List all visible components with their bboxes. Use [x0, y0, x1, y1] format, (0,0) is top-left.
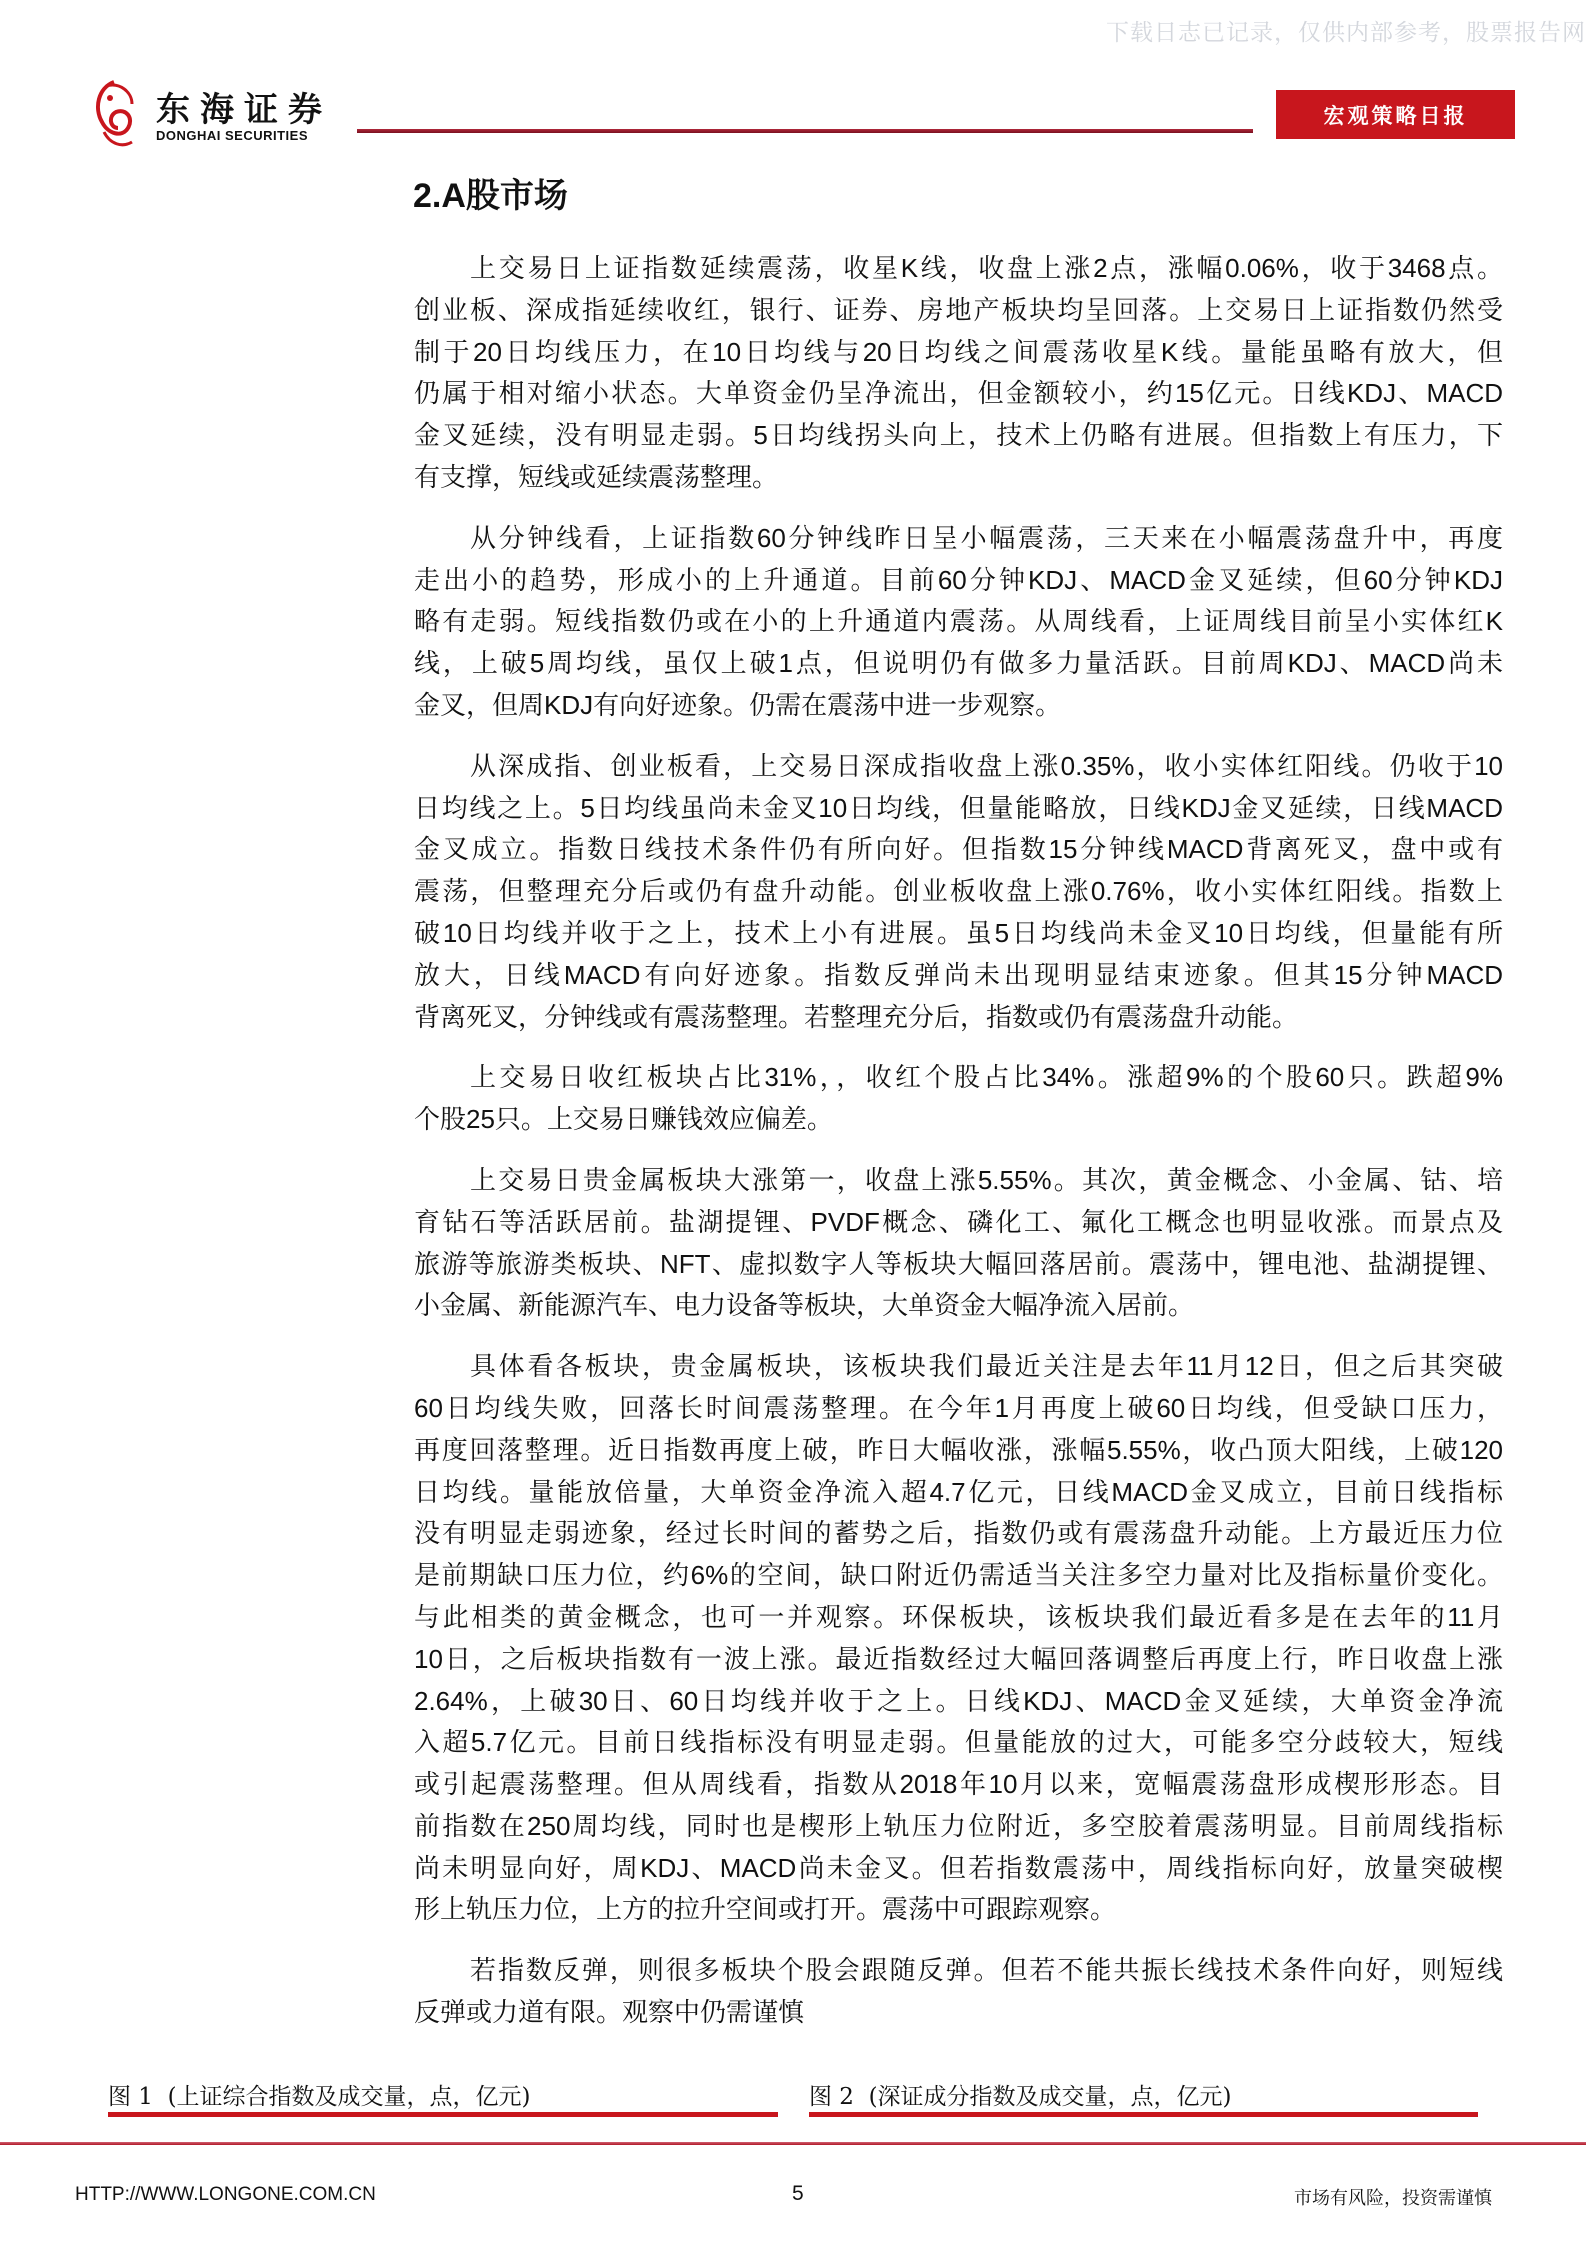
figure-label: 图 1: [108, 2084, 153, 2110]
article-body: [414, 248, 1503, 2053]
figure-2-underline: [809, 2112, 1478, 2117]
dragon-logo-icon: [92, 78, 140, 150]
paragraph-line: 或引起震荡整理。但从周线看，指数从2018年10月以来，宽幅震荡盘形成楔形形态。目: [414, 1769, 1503, 1800]
figure-label: 图 2: [809, 2084, 854, 2110]
paragraph-line: 破10日均线并收于之上，技术上小有进展。虽5日均线尚未金叉10日均线，但量能有所: [414, 917, 1503, 948]
paragraph: [414, 1950, 1503, 2034]
paragraph-line: 具体看各板块，贵金属板块，该板块我们最近关注是去年11月12日，但之后其突破: [470, 1351, 1503, 1382]
paragraph-line: 日均线之上。5日均线虽尚未金叉10日均线，但量能略放，日线KDJ金叉延续，日线MACD: [414, 792, 1503, 823]
paragraph-line: 背离死叉，分钟线或有震荡整理。若整理充分后，指数或仍有震荡盘升动能。: [414, 1001, 1299, 1032]
paragraph: [414, 1346, 1503, 1931]
paragraph-line: 上交易日上证指数延续震荡，收星K线，收盘上涨2点，涨幅0.06%，收于3468点。: [470, 253, 1503, 283]
paragraph-line: 金叉延续，没有明显走弱。5日均线拐头向上，技术上仍略有进展。但指数上有压力，下: [414, 420, 1503, 451]
company-logo: [92, 78, 352, 150]
report-type-badge: 宏观策略日报: [1276, 90, 1515, 139]
paragraph-line: 线，上破5周均线，虽仅上破1点，但说明仍有做多力量活跃。目前周KDJ、MACD尚未: [414, 648, 1503, 679]
paragraph: [414, 1160, 1503, 1327]
paragraph-line: 略有走弱。短线指数仍或在小的上升通道内震荡。从周线看，上证周线目前呈小实体红K: [414, 606, 1503, 637]
paragraph-line: 上交易日贵金属板块大涨第一，收盘上涨5.55%。其次，黄金概念、小金属、钴、培: [470, 1164, 1503, 1195]
footer-website-link[interactable]: HTTP://WWW.LONGONE.COM.CN: [75, 2184, 376, 2205]
header-divider: [357, 129, 1253, 133]
figure-title: (上证综合指数及成交量，点，亿元): [167, 2084, 531, 2110]
paragraph-line: 反弹或力道有限。观察中仍需谨慎: [414, 1997, 805, 2028]
paragraph-line: 从深成指、创业板看，上交易日深成指收盘上涨0.35%，收小实体红阳线。仍收于10: [470, 750, 1503, 781]
paragraph-line: 与此相类的黄金概念，也可一并观察。环保板块，该板块我们最近看多是在去年的11月: [414, 1601, 1503, 1632]
paragraph-line: 个股25只。上交易日赚钱效应偏差。: [414, 1104, 833, 1135]
paragraph-line: 金叉成立。指数日线技术条件仍有所向好。但指数15分钟线MACD背离死叉，盘中或有: [414, 834, 1503, 865]
paragraph-line: 育钻石等活跃居前。盐湖提锂、PVDF概念、磷化工、氟化工概念也明显收涨。而景点及: [414, 1206, 1503, 1237]
paragraph: [414, 248, 1503, 499]
paragraph-line: 入超5.7亿元。目前日线指标没有明显走弱。但量能放的过大，可能多空分歧较大，短线: [414, 1727, 1503, 1758]
paragraph-line: 震荡，但整理充分后或仍有盘升动能。创业板收盘上涨0.76%，收小实体红阳线。指数上: [414, 876, 1503, 907]
paragraph-line: 是前期缺口压力位，约6%的空间，缺口附近仍需适当关注多空力量对比及指标量价变化。: [414, 1560, 1503, 1591]
paragraph-line: 尚未明显向好，周KDJ、MACD尚未金叉。但若指数震荡中，周线指标向好，放量突破楔: [414, 1852, 1504, 1883]
paragraph-line: 日均线。量能放倍量，大单资金净流入超4.7亿元，日线MACD金叉成立，目前日线指标: [414, 1476, 1503, 1507]
paragraph-line: 从分钟线看，上证指数60分钟线昨日呈小幅震荡，三天来在小幅震荡盘升中，再度: [470, 522, 1503, 553]
paragraph-line: 创业板、深成指延续收红，银行、证券、房地产板块均呈回落。上交易日上证指数仍然受: [414, 294, 1503, 325]
risk-disclaimer: 市场有风险，投资需谨慎: [1294, 2188, 1492, 2209]
paragraph-line: 若指数反弹，则很多板块个股会跟随反弹。但若不能共振长线技术条件向好，则短线: [470, 1955, 1503, 1986]
paragraph: [414, 1057, 1503, 1141]
paragraph-line: 10日，之后板块指数有一波上涨。最近指数经过大幅回落调整后再度上行，昨日收盘上涨: [414, 1643, 1503, 1674]
paragraph-line: 2.64%，上破30日、60日均线并收于之上。日线KDJ、MACD金叉延续，大单资金净流: [414, 1685, 1503, 1716]
paragraph-line: 仍属于相对缩小状态。大单资金仍呈净流出，但金额较小，约15亿元。日线KDJ、MACD: [414, 378, 1503, 409]
paragraph-line: 上交易日收红板块占比31%，，收红个股占比34%。涨超9%的个股60只。跌超9%: [470, 1062, 1503, 1093]
figure-1-caption: [108, 2078, 531, 2111]
figure-2-caption: [809, 2078, 1232, 2111]
paragraph-line: 旅游等旅游类板块、NFT、虚拟数字人等板块大幅回落居前。震荡中，锂电池、盐湖提锂、: [414, 1248, 1503, 1279]
paragraph-line: 前指数在250周均线，同时也是楔形上轨压力位附近，多空胶着震荡明显。目前周线指标: [414, 1810, 1503, 1841]
paragraph: [414, 746, 1503, 1039]
watermark: 下载日志已记录，仅供内部参考，股票报告网: [1106, 20, 1586, 46]
section-title: 2.A股市场: [413, 177, 568, 215]
paragraph-line: 小金属、新能源汽车、电力设备等板块，大单资金大幅净流入居前。: [414, 1290, 1195, 1321]
paragraph-line: 形上轨压力位，上方的拉升空间或打开。震荡中可跟踪观察。: [414, 1894, 1117, 1925]
paragraph-line: 再度回落整理。近日指数再度上破，昨日大幅收涨，涨幅5.55%，收凸顶大阳线，上破120: [414, 1434, 1503, 1465]
page-number: 5: [792, 2182, 804, 2205]
figure-1-underline: [108, 2112, 778, 2117]
figure-title: (深证成分指数及成交量，点，亿元): [868, 2084, 1232, 2110]
paragraph-line: 放大，日线MACD有向好迹象。指数反弹尚未出现明显结束迹象。但其15分钟MACD: [414, 959, 1503, 990]
logo-chinese-name: 东海证券: [156, 90, 332, 130]
paragraph-line: 制于20日均线压力，在10日均线与20日均线之间震荡收星K线。量能虽略有放大，但: [414, 336, 1503, 367]
logo-english-name: DONGHAI SECURITIES: [156, 128, 309, 143]
paragraph-line: 金叉，但周KDJ有向好迹象。仍需在震荡中进一步观察。: [414, 689, 1062, 720]
paragraph: [414, 518, 1503, 727]
footer-divider: [0, 2142, 1586, 2145]
paragraph-line: 没有明显走弱迹象，经过长时间的蓄势之后，指数仍或有震荡盘升动能。上方最近压力位: [414, 1518, 1503, 1549]
paragraph-line: 有支撑，短线或延续震荡整理。: [414, 461, 779, 492]
paragraph-line: 60日均线失败，回落长时间震荡整理。在今年1月再度上破60日均线，但受缺口压力，: [414, 1392, 1503, 1423]
paragraph-line: 走出小的趋势，形成小的上升通道。目前60分钟KDJ、MACD金叉延续，但60分钟KDJ: [414, 564, 1503, 595]
